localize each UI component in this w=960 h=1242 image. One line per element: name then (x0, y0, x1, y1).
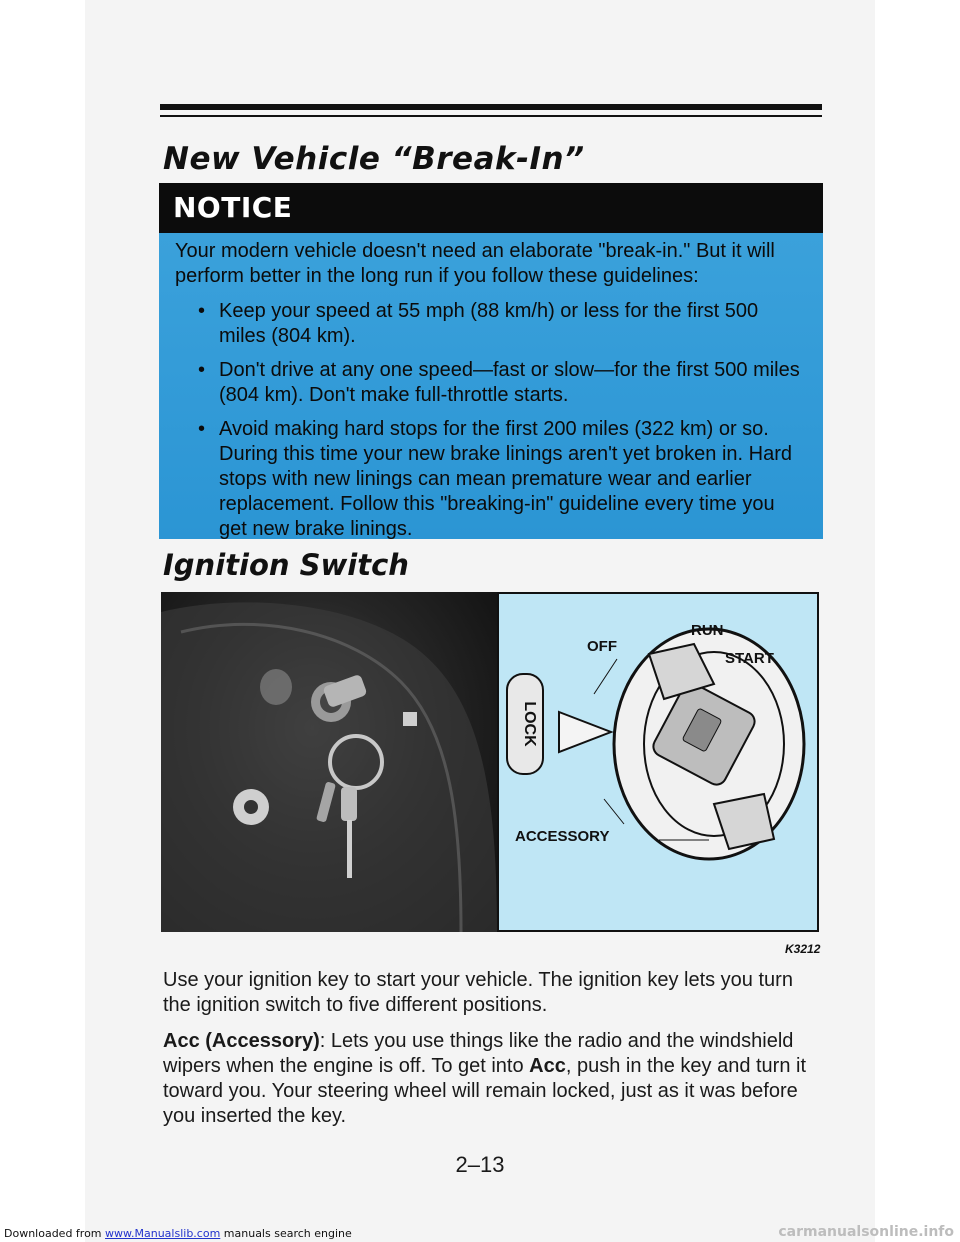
notice-bullet-text: Don't drive at any one speed—fast or slow—for the first 500 miles (804 km). Don't make full-throttle starts. (219, 359, 800, 406)
section-title-ignition-switch: Ignition Switch (163, 548, 409, 582)
header-rule-thin (160, 115, 822, 117)
paragraph-accessory (163, 1029, 813, 1129)
ignition-figure (161, 592, 819, 932)
header-rule-thick (160, 104, 822, 110)
term-accessory: Acc (Accessory) (163, 1030, 320, 1052)
notice-body (159, 233, 823, 542)
bullet-icon: • (198, 418, 206, 440)
ignition-diagram (497, 594, 817, 930)
label-run: RUN (691, 622, 724, 639)
manualslib-link[interactable]: www.Manualslib.com (105, 1227, 221, 1240)
label-accessory: ACCESSORY (515, 828, 610, 845)
bullet-icon: • (198, 300, 206, 322)
watermark-text: carmanualsonline.info (778, 1224, 954, 1240)
bullet-icon: • (198, 359, 206, 381)
page-number: 2–13 (455, 1152, 505, 1177)
footer-download-note (4, 1227, 352, 1240)
lock-label: LOCK (521, 701, 538, 747)
notice-header: NOTICE (159, 183, 823, 233)
notice-bullet-item (175, 358, 801, 408)
notice-intro: Your modern vehicle doesn't need an elaborate "break-in." But it will perform better in the long run if you follow these guidelines: (175, 240, 775, 287)
figure-code: K3212 (785, 942, 821, 956)
steering-column-image (161, 592, 497, 932)
footer-prefix: Downloaded from (4, 1227, 106, 1240)
notice-bullet-text: Keep your speed at 55 mph (88 km/h) or less for the first 500 miles (804 km). (219, 300, 759, 347)
paragraph-ignition-intro: Use your ignition key to start your vehicle. The ignition key lets you turn the ignition switch to five different positions. (163, 969, 793, 1016)
paragraph-accessory-text-b: , push in the key and turn it toward you. Your steering wheel will remain locked, just as it was before you inserted the key. (163, 1055, 807, 1127)
notice-list (175, 299, 801, 542)
footer-suffix: manuals search engine (220, 1227, 352, 1240)
paragraph-accessory-text-a: : Lets you use things like the radio and the windshield wipers when the engine is off. To get into (163, 1030, 794, 1077)
label-start: START (725, 650, 774, 667)
ignition-switch-diagram (499, 594, 817, 930)
notice-bullet-text: Avoid making hard stops for the first 200 miles (322 km) or so. During this time your new brake linings aren't yet broken in. Hard stops with new linings can mean premature wear and earlier replacement. Follow this "breaking-in" guideline every time you get new brake linings. (219, 418, 792, 540)
notice-box (159, 183, 823, 539)
ignition-photo (161, 592, 497, 932)
section-title-break-in: New Vehicle “Break-In” (163, 141, 585, 177)
notice-bullet-item (175, 299, 801, 349)
label-off: OFF (587, 638, 617, 655)
term-acc: Acc (529, 1055, 566, 1077)
notice-bullet-item (175, 417, 801, 542)
